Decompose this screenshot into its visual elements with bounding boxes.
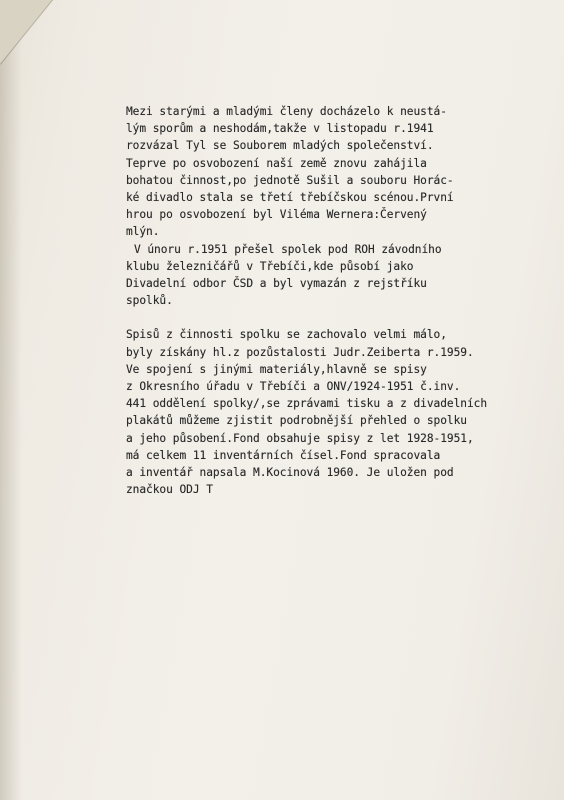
typewritten-text (126, 103, 526, 498)
text-line: klubu železničářů v Třebíči,kde působí jako (126, 259, 414, 273)
text-line: a inventář napsala M.Kocinová 1960. Je uložen pod (126, 465, 454, 479)
paragraph-1 (126, 103, 526, 241)
text-line: z Okresního úřadu v Třebíči a ONV/1924-1951 č.inv. (126, 380, 461, 393)
text-line: plakátů můžeme zjistit podrobnější přehled o spolku (126, 414, 467, 428)
text-line: hrou po osvobození byl Viléma Wernera:Červený (126, 208, 427, 222)
paragraph-3 (126, 326, 526, 498)
text-line: značkou ODJ T (126, 483, 213, 497)
text-line: Ve spojení s jinými materiály,hlavně se spisy (126, 362, 427, 376)
text-line: spolků. (126, 294, 173, 308)
text-line: ké divadlo stala se třetí třebíčskou scénou.První (126, 190, 454, 204)
page-edge-shadow (0, 0, 22, 800)
text-line: má celkem 11 inventárních čísel.Fond spracovala (126, 448, 441, 462)
text-line: lým sporům a neshodám,takže v listopadu r.1941 (126, 122, 434, 136)
text-line: rozvázal Tyl se Souborem mladých společenství. (126, 139, 434, 153)
text-line: byly získány hl.z pozůstalosti Judr.Zeiberta r.1959. (126, 345, 474, 359)
paragraph-2 (126, 241, 526, 310)
text-line: a jeho působení.Fond obsahuje spisy z let 1928-1951, (126, 431, 474, 445)
text-line: Teprve po osvobození naší země znovu zahájila (126, 156, 427, 170)
text-line: bohatou činnost,po jednotě Sušil a souboru Horác- (126, 173, 454, 187)
text-line: Spisů z činnosti spolku se zachovalo velmi málo, (126, 328, 447, 342)
text-line: V únoru r.1951 přešel spolek pod ROH závodního (134, 242, 442, 256)
text-line: Divadelní odbor ČSD a byl vymazán z rejstříku (126, 276, 427, 290)
paragraph-gap (126, 309, 526, 326)
text-line: Mezi starými a mladými členy docházelo k neustá- (126, 105, 447, 118)
text-line: mlýn. (126, 225, 160, 239)
text-line: 441 oddělení spolky/,se zprávami tisku a z divadelních (126, 397, 488, 411)
